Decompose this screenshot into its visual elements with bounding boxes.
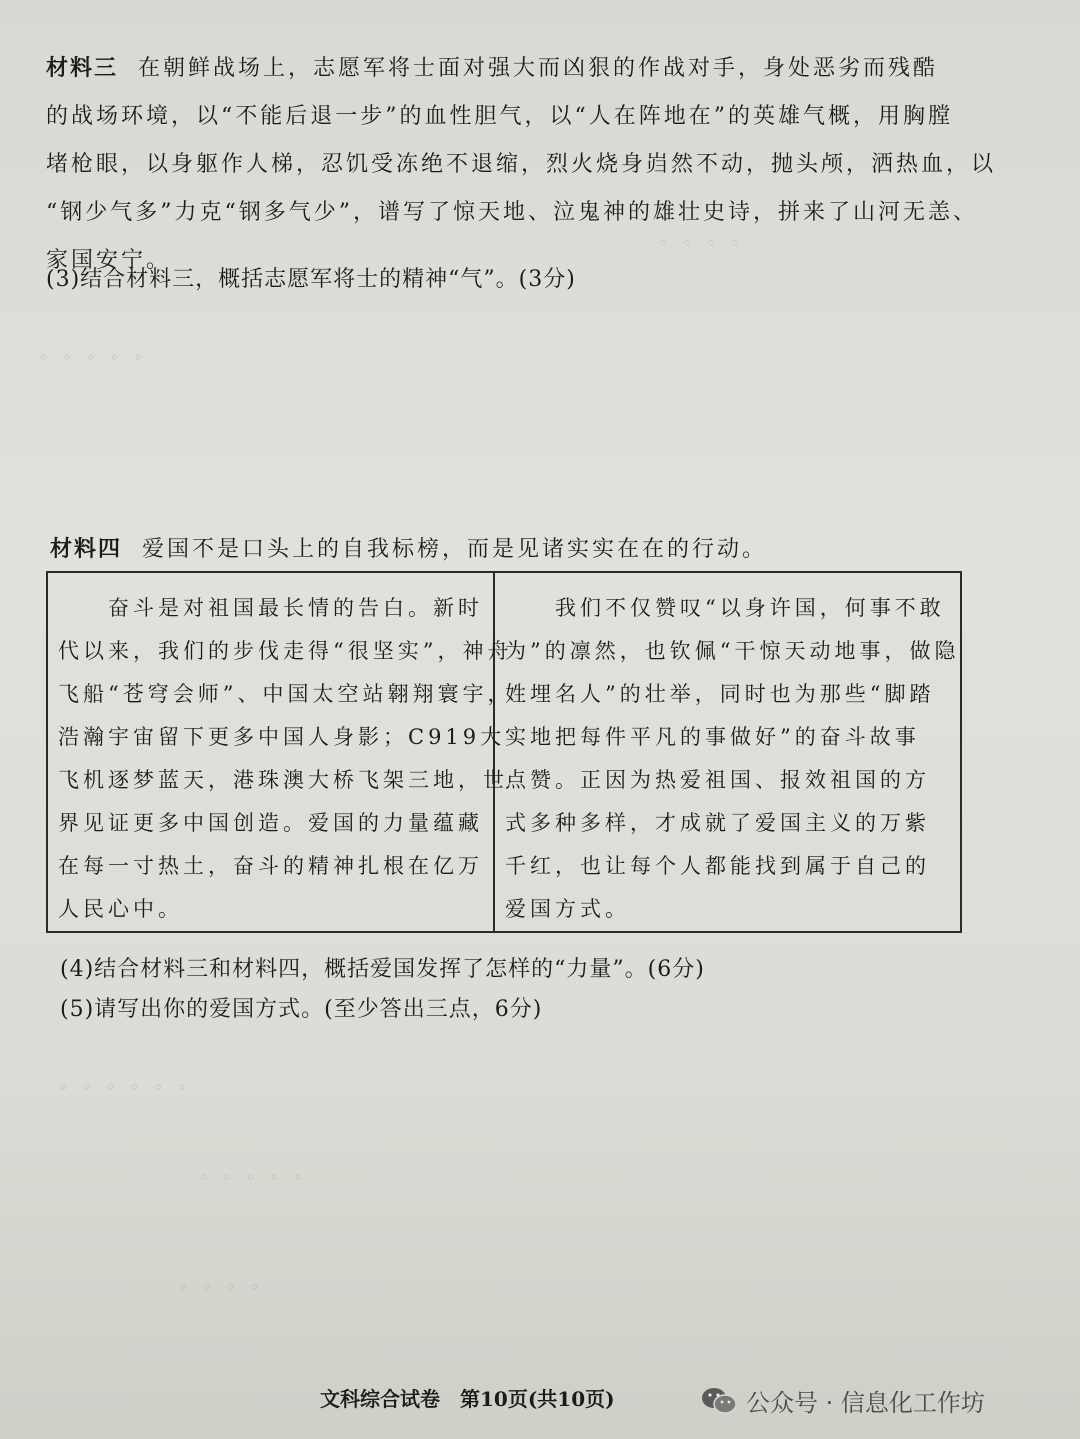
wechat-icon <box>700 1386 738 1416</box>
material-three-label: 材料三 <box>46 55 119 81</box>
table-left-line: 奋斗是对祖国最长情的告白。新时 <box>58 596 483 620</box>
table-right-line: 为”的凛然，也钦佩“干惊天动地事，做隐 <box>505 639 960 663</box>
material-four-label: 材料四 <box>50 536 123 562</box>
bleed-through-text: 。 。 。 。 。 。 <box>60 1072 197 1093</box>
table-right-cell <box>495 573 964 931</box>
watermark <box>700 1383 985 1418</box>
material-three-line: 家国安宁。 <box>46 248 172 273</box>
table-left-line: 在每一寸热土，奋斗的精神扎根在亿万 <box>58 854 483 878</box>
page-footer: 文科综合试卷 第10页(共10页) <box>320 1387 615 1411</box>
table-right-line: 爱国方式。 <box>505 897 630 921</box>
question-3: (3)结合材料三，概括志愿军将士的精神“气”。(3分) <box>46 267 576 292</box>
watermark-text: 公众号 · 信息化工作坊 <box>746 1389 985 1417</box>
table-left-line: 界见证更多中国创造。爱国的力量蕴藏 <box>58 811 483 835</box>
table-right-line: 姓埋名人”的壮举，同时也为那些“脚踏 <box>505 682 935 706</box>
material-three-line: “钢少气多”力克“钢多气少”，谱写了惊天地、泣鬼神的雄壮史诗，拼来了山河无恙、 <box>46 200 978 225</box>
question-4: (4)结合材料三和材料四，概括爱国发挥了怎样的“力量”。(6分) <box>60 957 705 982</box>
table-right-line: 千红，也让每个人都能找到属于自己的 <box>505 854 930 878</box>
material-three <box>46 44 996 285</box>
material-four-text: 爱国不是口头上的自我标榜，而是见诸实实在在的行动。 <box>142 537 768 562</box>
material-three-line: 的战场环境，以“不能后退一步”的血性胆气，以“人在阵地在”的英雄气概，用胸膛 <box>46 104 953 129</box>
bleed-through-text: 。 。 。 。 <box>660 228 750 249</box>
question-5: (5)请写出你的爱国方式。(至少答出三点，6分) <box>60 997 543 1022</box>
table-right-line: 点赞。正因为热爱祖国、报效祖国的方 <box>505 768 930 792</box>
table-left-line: 浩瀚宇宙留下更多中国人身影；C919大 <box>58 725 506 749</box>
table-left-cell <box>48 573 513 931</box>
table-right-line: 我们不仅赞叹“以身许国，何事不敢 <box>505 596 945 620</box>
table-right-line: 式多种多样，才成就了爱国主义的万紫 <box>505 811 930 835</box>
material-three-line: 材料三 在朝鲜战场上，志愿军将士面对强大而凶狠的作战对手，身处恶劣而残酷 <box>46 55 939 81</box>
table-left-line: 飞机逐梦蓝天，港珠澳大桥飞架三地，世 <box>58 768 508 792</box>
material-four <box>50 532 767 563</box>
bleed-through-text: 。 。 。 。 <box>180 1272 270 1293</box>
table-left-line: 代以来，我们的步伐走得“很坚实”，神舟 <box>58 639 513 663</box>
material-four-table <box>46 571 962 933</box>
material-three-line: 堵枪眼，以身躯作人梯，忍饥受冻绝不退缩，烈火烧身岿然不动，抛头颅，洒热血，以 <box>46 152 997 177</box>
table-left-line: 人民心中。 <box>58 897 183 921</box>
table-left-line: 飞船“苍穹会师”、中国太空站翱翔寰宇， <box>58 682 513 706</box>
bleed-through-text: 。 。 。 。 。 <box>200 1162 313 1183</box>
table-right-line: 实地把每件平凡的事做好”的奋斗故事 <box>505 725 920 749</box>
bleed-through-text: 。 。 。 。 。 <box>40 342 153 363</box>
